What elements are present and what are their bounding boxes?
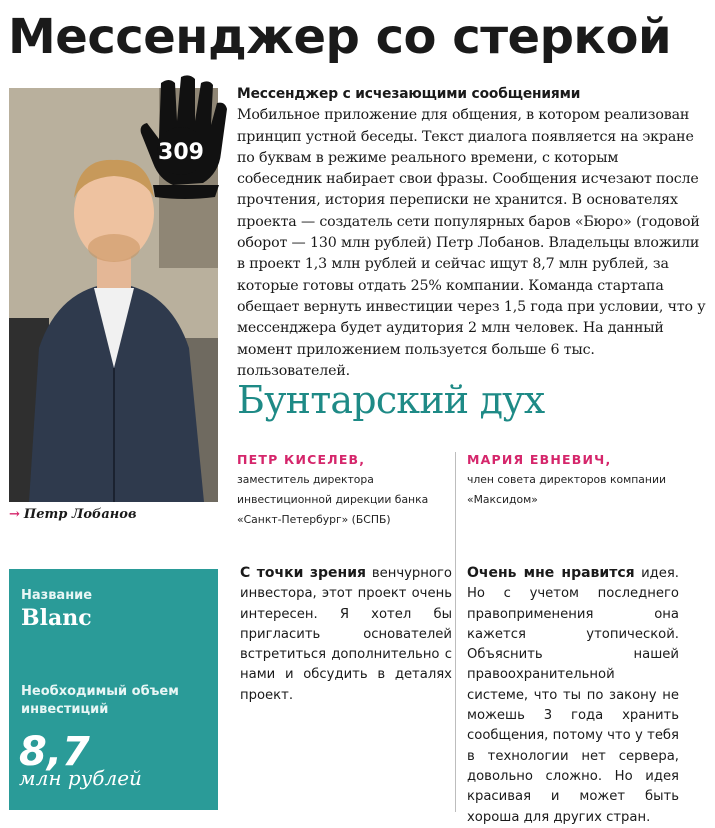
article-number: 309 [158,140,204,165]
lead-text: Мобильное приложение для общения, в котором реализован принцип устной беседы. Текст диалога появляется на экране по буквам в режиме реального времени, с которым собеседник набирает свои фразы. Сообщения исчезают после прочтения, история переписки не хранится. В основателях проекта — создатель сети популярных баров «Бюро» (годовой оборот — 130 млн рублей) Петр Лобанов. Владельцы вложили в проект 1,3 млн рублей и сейчас ищут 8,7 млн рублей, за которые готовы отдать 25% компании. Команда стартапа обещает вернуть инвестиции через 1,5 года при условии, что у мессенджера будет аудитория 2 млн человек. На данный момент приложением пользуется больше 6 тыс. пользователей. [237,107,706,379]
investment-unit: млн рублей [19,766,142,790]
investment-value: 8,7 [19,729,90,775]
expert-2 [467,452,677,510]
expert-1-role: заместитель директора инвестиционной дирекции банка «Санкт-Петербург» (БСПБ) [237,473,429,526]
expert-1-quote [240,563,452,706]
arrow-icon: → [9,507,20,522]
investment-label: Необходимый объем инвестиций [21,684,179,717]
section-title: Бунтарский дух [237,378,545,422]
expert-2-quote [467,563,679,828]
name-value: Blanc [21,605,92,631]
hand-number-icon [133,73,233,203]
lead-heading: Мессенджер с исчезающими сообщениями [237,86,581,102]
expert-1-name: ПЕТР КИСЕЛЕВ, [237,452,366,467]
name-label: Название [21,588,93,603]
expert-1 [237,452,447,530]
expert-2-role: член совета директоров компании «Максидом» [467,473,666,506]
lead-paragraph [237,84,707,382]
column-divider [455,452,456,812]
photo-caption-text: Петр Лобанов [23,507,137,522]
expert-1-quote-text: венчурного инвестора, этот проект очень интересен. Я хотел бы пригласить основателей встретиться дополнительно с нами и обсудить в деталях проект. [240,566,452,703]
expert-2-quote-text: идея. Но с учетом последнего правоприменения она кажется утопической. Объяснить нашей правоохранительной системе, что ты по закону не можешь 3 года хранить сообщения, потому что у тебя в технологии нет сервера, довольно сложно. Но идея красивая и может быть хороша для других стран. [467,566,679,825]
article-title: Мессенджер со стеркой [8,9,672,65]
expert-2-quote-head: Очень мне нравится [467,565,635,581]
photo-caption [9,507,218,522]
project-infobox [9,569,218,810]
expert-2-name: МАРИЯ ЕВНЕВИЧ, [467,452,612,467]
expert-1-quote-head: С точки зрения [240,565,367,581]
